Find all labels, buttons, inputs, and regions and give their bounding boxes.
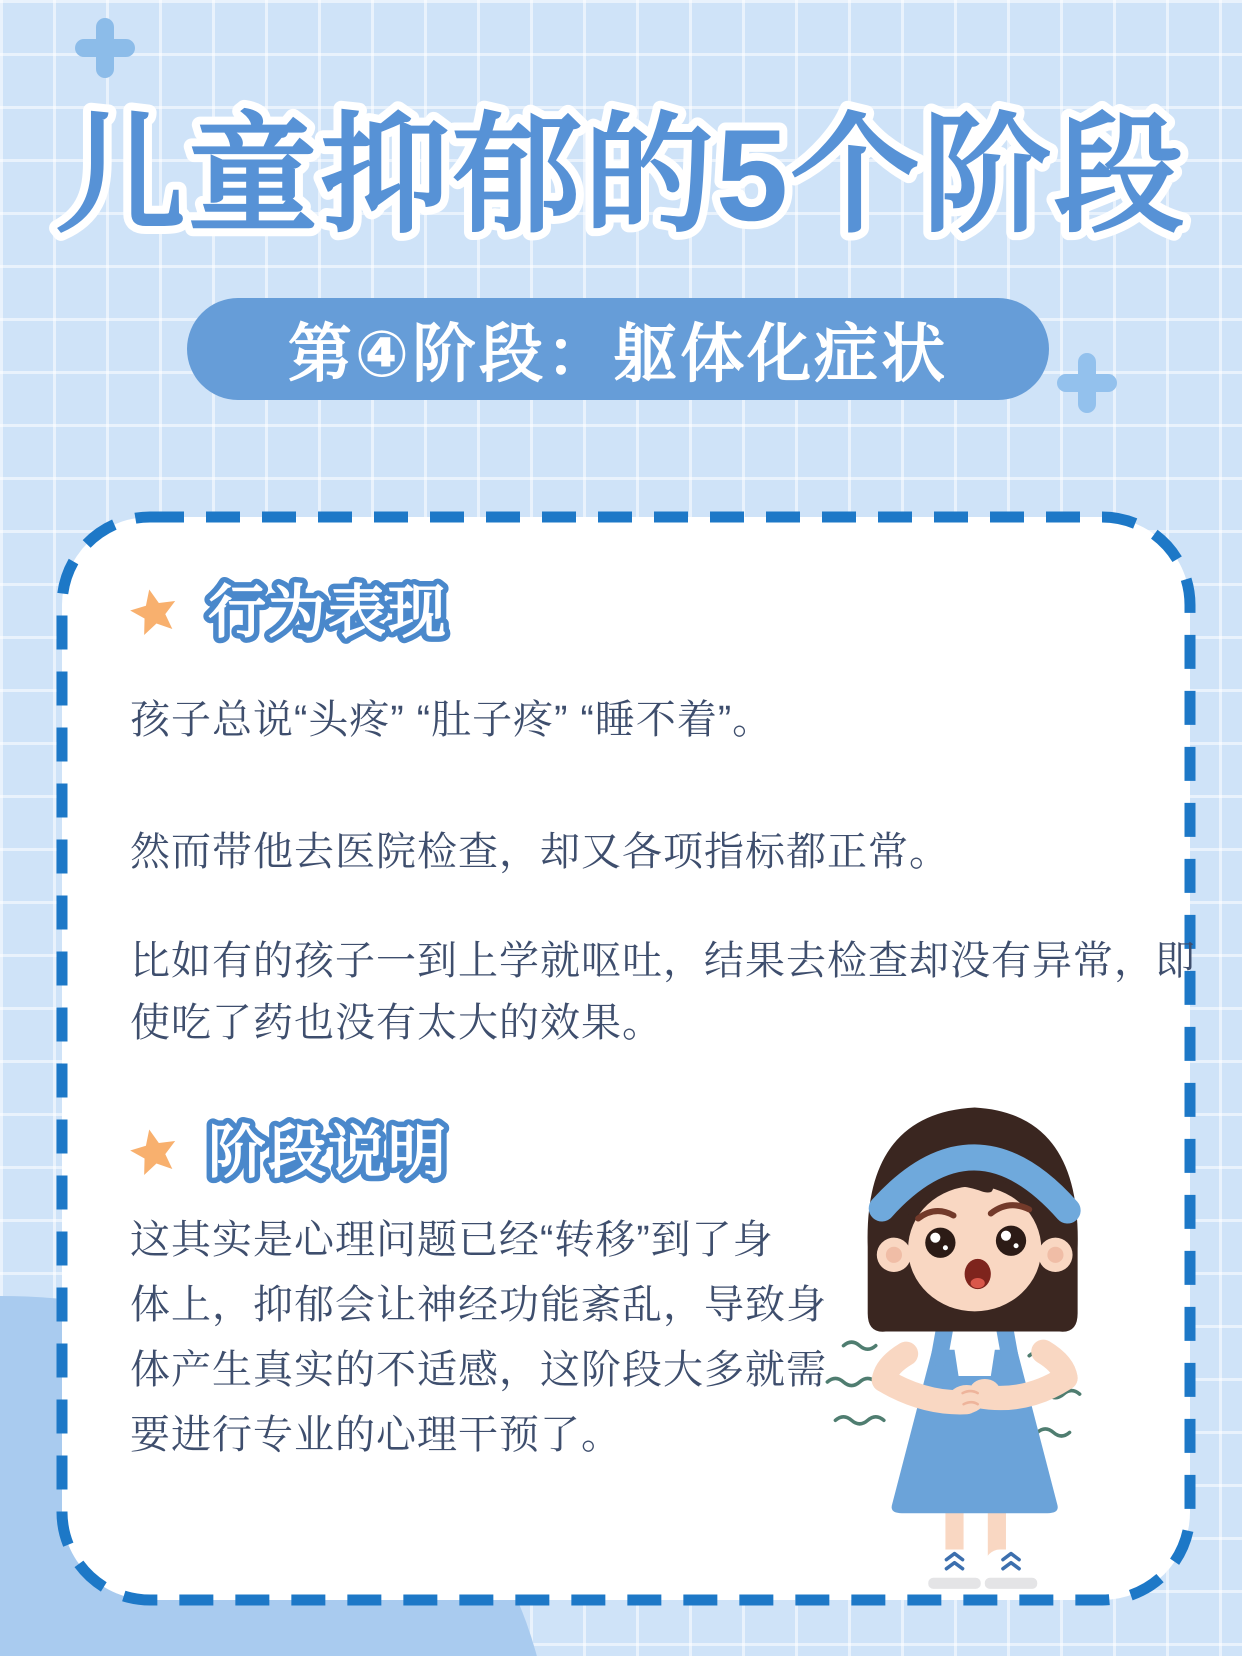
paragraph: 孩子总说“头疼” “肚子疼” “睡不着”。 bbox=[130, 698, 774, 742]
girl-mouth bbox=[965, 1259, 991, 1289]
paragraph bbox=[130, 1208, 827, 1468]
star-icon bbox=[128, 1126, 180, 1178]
section-heading bbox=[198, 574, 528, 650]
girl-illustration bbox=[812, 1055, 1097, 1600]
section-behavior-heading-row bbox=[128, 576, 528, 648]
paragraph-line: 这其实是心理问题已经“转移”到了身 bbox=[130, 1218, 774, 1262]
paragraph-line: 比如有的孩子一到上学就呕吐，结果去检查却没有异常，即 bbox=[130, 939, 1196, 983]
section-explanation-heading-row bbox=[128, 1116, 528, 1188]
section-heading bbox=[198, 1114, 528, 1190]
girl-shoes bbox=[928, 1550, 1037, 1589]
paragraph-line: 体产生真实的不适感，这阶段大多就需 bbox=[130, 1348, 827, 1392]
paragraph-line: 使吃了药也没有太大的效果。 bbox=[130, 1001, 663, 1045]
section-explanation-heading: 阶段说明 bbox=[208, 1120, 449, 1185]
stage-banner-label: 第④阶段：躯体化症状 bbox=[287, 318, 949, 390]
star-icon bbox=[128, 586, 180, 638]
paragraph-line: 要进行专业的心理干预了。 bbox=[130, 1413, 622, 1457]
paragraph-line: 体上，抑郁会让神经功能紊乱，导致身 bbox=[130, 1283, 827, 1327]
section-behavior-heading: 行为表现 bbox=[208, 580, 449, 645]
paragraph: 然而带他去医院检查，却又各项指标都正常。 bbox=[130, 830, 950, 874]
page-title-text: 儿童抑郁的5个阶段 bbox=[55, 102, 1187, 248]
paragraph bbox=[130, 930, 1196, 1054]
